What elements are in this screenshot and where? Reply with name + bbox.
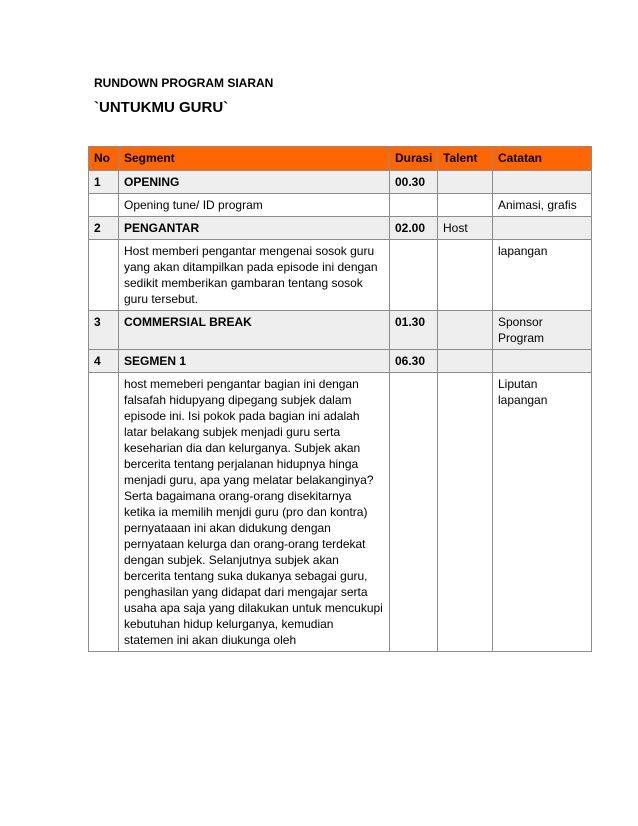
table-row-segmen-1 [89,350,592,373]
cell-catatan [493,171,592,194]
cell-no: 4 [89,350,119,373]
cell-talent [438,240,493,311]
cell-segment: COMMERSIAL BREAK [119,311,390,350]
document-subtitle: `UNTUKMU GURU` [94,99,229,116]
cell-durasi [390,240,438,311]
cell-catatan: Sponsor Program [493,311,592,350]
cell-durasi: 02.00 [390,217,438,240]
cell-talent [438,194,493,217]
document-title: RUNDOWN PROGRAM SIARAN [94,76,274,90]
table-row-opening-detail [89,194,592,217]
header-segment: Segment [119,147,390,171]
header-no: No [89,147,119,171]
table-row-pengantar [89,217,592,240]
table-header-row [89,147,592,171]
table-row-commersial-break [89,311,592,350]
cell-no: 1 [89,171,119,194]
cell-segment: Opening tune/ ID program [119,194,390,217]
cell-no [89,240,119,311]
cell-segment: OPENING [119,171,390,194]
cell-durasi: 00.30 [390,171,438,194]
cell-no [89,373,119,652]
cell-catatan [493,350,592,373]
cell-segment: Host memberi pengantar mengenai sosok guru yang akan ditampilkan pada episode ini dengan sedikit memberikan gambaran tentang sosok guru tersebut. [119,240,390,311]
cell-catatan: Animasi, grafis [493,194,592,217]
cell-durasi: 01.30 [390,311,438,350]
cell-segment: PENGANTAR [119,217,390,240]
cell-durasi: 06.30 [390,350,438,373]
cell-segment: SEGMEN 1 [119,350,390,373]
table-row-pengantar-detail [89,240,592,311]
table-row-segmen-1-detail [89,373,592,652]
cell-catatan: Liputan lapangan [493,373,592,652]
cell-talent [438,311,493,350]
header-durasi: Durasi [390,147,438,171]
cell-durasi [390,373,438,652]
cell-talent [438,171,493,194]
cell-talent: Host [438,217,493,240]
cell-no: 2 [89,217,119,240]
cell-catatan: lapangan [493,240,592,311]
cell-no [89,194,119,217]
cell-segment: host memeberi pengantar bagian ini dengan falsafah hidupyang dipegang subjek dalam episode ini. Isi pokok pada bagian ini adalah latar belakang subjek menjadi guru serta keseharian dia dan kelurganya. Subjek akan bercerita tentang perjalanan hidupnya hinga menjadi guru, apa yang melatar belakanginya? Serta bagaimana orang-orang disekitarnya ketika ia memilih menjdi guru (pro dan kontra) pernyataaan ini akan didukung dengan pernyataan kelurga dan orang-orang terdekat dengan subjek. Selanjutnya subjek akan bercerita tentang suka dukanya sebagai guru, penghasilan yang didapat dari mengajar serta usaha apa saja yang dilakukan untuk mencukupi kebutuhan hidup kelurganya, kemudian statemen ini akan diukunga oleh [119,373,390,652]
cell-talent [438,350,493,373]
cell-catatan [493,217,592,240]
cell-no: 3 [89,311,119,350]
header-talent: Talent [438,147,493,171]
cell-durasi [390,194,438,217]
header-catatan: Catatan [493,147,592,171]
cell-talent [438,373,493,652]
table-row-opening [89,171,592,194]
rundown-table [88,146,592,652]
